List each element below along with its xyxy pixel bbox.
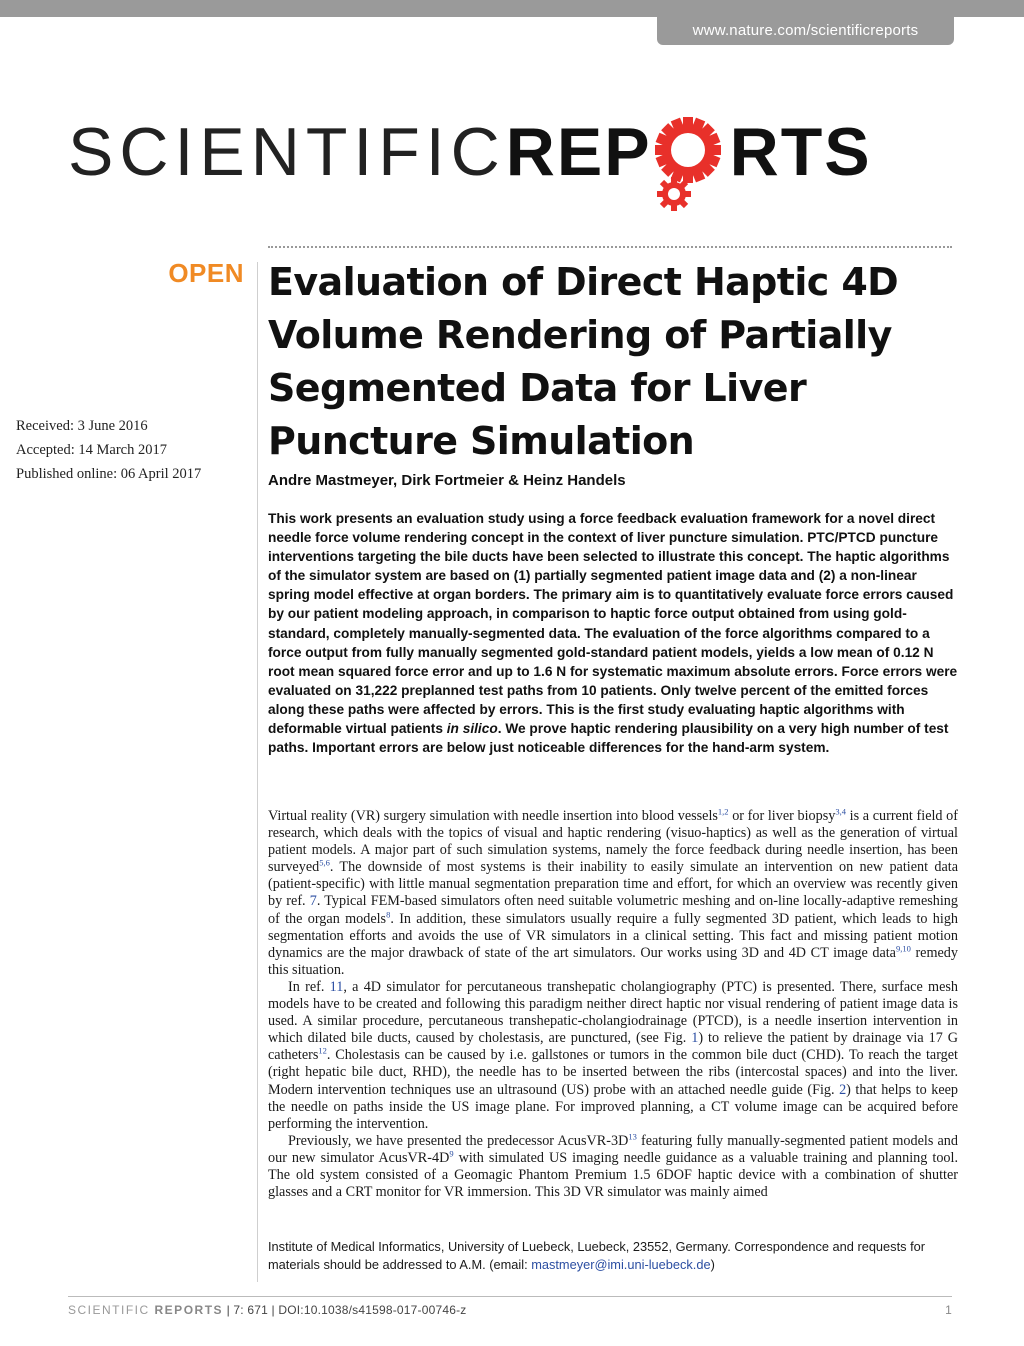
column-divider [257, 262, 258, 1282]
figure-link[interactable]: 1 [691, 1030, 699, 1047]
citation-link[interactable]: 7 [309, 893, 317, 910]
abstract-italic: in silico [446, 721, 498, 737]
accepted-date: Accepted: 14 March 2017 [16, 442, 167, 458]
top-bar [0, 0, 1024, 17]
masthead-scientific: SCIENTIFIC [68, 114, 506, 190]
citation-link[interactable]: 8 [386, 908, 391, 919]
page-number: 1 [945, 1303, 952, 1317]
body-text [268, 808, 958, 1201]
citation-link[interactable]: 12 [318, 1045, 327, 1056]
footer-citation: | 7: 671 | DOI:10.1038/s41598-017-00746-z [223, 1303, 467, 1317]
abstract [268, 509, 958, 757]
abstract-text-end: . We prove haptic rendering plausibility on a very high number of test paths. Important errors are below just noticeable differences for the hand-arm system. [268, 721, 949, 756]
masthead-rts: RTS [729, 114, 872, 190]
affiliation-note: Institute of Medical Informatics, University of Luebeck, Luebeck, 23552, Germany. Correspondence and requests for materials should be addressed to A.M. (email: mastmeyer@imi.uni-luebeck.de) [268, 1239, 926, 1272]
publication-dates [16, 414, 201, 486]
page-footer [68, 1303, 952, 1317]
footer-journal-light: SCIENTIFIC [68, 1303, 155, 1317]
citation-link[interactable]: 11 [329, 978, 344, 995]
figure-link[interactable]: 2 [839, 1081, 847, 1098]
journal-masthead [68, 112, 872, 212]
author-list: Andre Mastmeyer, Dirk Fortmeier & Heinz Handels [268, 472, 626, 489]
footer-divider [68, 1296, 952, 1297]
citation-link[interactable]: 5,6 [319, 857, 330, 868]
citation-link[interactable]: 13 [628, 1131, 637, 1142]
masthead-rep: REP [505, 114, 652, 190]
citation-link[interactable]: 9 [449, 1148, 454, 1159]
open-access-badge: OPEN [168, 258, 244, 288]
citation-link[interactable]: 9,10 [895, 943, 911, 954]
gear-logo-icon [652, 112, 730, 212]
paragraph-3: Previously, we have presented the predecessor AcusVR-3D$^{13}$ featuring fully manually-segmented patient models and our new simulator AcusVR-4D$^9$ with simulated US imaging needle guidance as a valuable training and planning tool. The old system consisted of a Geomagic Phantom Premium 1.5 6DOF haptic device with a combination of shutter glasses and a CRT monitor for VR immersion. This 3D VR simulator was mainly aimed [268, 1131, 958, 1201]
paragraph-1: Virtual reality (VR) surgery simulation with needle insertion into blood vessels$^{1,2}$ or for liver biopsy$^{3,4}$ is a current field of research, which deals with the topics of visual and haptic rendering (visuo-haptics) as well as the generation of virtual patient models. A major part of such simulation systems, namely the force feedback during needle insertion, has been surveyed$^{5,6}$. The downside of most systems is their inability to easily simulate an intervention on new patient data (patient-specific) with little manual segmentation preparation time and effort, for which an overview was recently given by ref. 7. Typical FEM-based simulators often need suitable volumetric meshing and on-line locally-adaptive remeshing of the organ models$^8$. In addition, these simulators usually require a fully segmented 3D patient, which leads to high segmentation efforts and avoids the use of VR simulators in a clinical setting. This fact and missing patient motion dynamics are the major drawback of state of the art simulators. Our works using 3D and 4D CT image data$^{9,10}$ remedy this situation. [268, 806, 959, 978]
paragraph-2: In ref. 11, a 4D simulator for percutaneous transhepatic cholangiography (PTC) is presented. There, surface mesh models have to be created and following this paradigm neither direct haptic nor visual rendering of patient image data is used. A similar procedure, percutaneous transhepatic-cholangiodrainage (PTCD), is a needle insertion intervention in which dilated bile ducts, caused by cholestasis, are punctured, (see Fig. 1) to relieve the patient by drainage via 17 G catheters$^{12}$. Cholestasis can be caused by i.e. gallstones or tumors in the common bile duct (CHD). To reach the target (right hepatic bile duct, RHD), the needle has to be inserted between the ribs (intercostal spaces) and into the liver. Modern intervention techniques use an ultrasound (US) probe with an attached needle guide (Fig. 2) that helps to keep the needle on paths inside the US image plane. For improved planning, a CT volume image can be acquired before performing the intervention. [268, 978, 959, 1132]
citation-link[interactable]: 1,2 [717, 806, 729, 817]
received-date: Received: 3 June 2016 [16, 418, 148, 434]
abstract-text: This work presents an evaluation study using a force feedback evaluation framework for a novel direct needle force volume rendering concept in the context of liver puncture simulation. PTC/PTCD puncture interventions targeting the bile ducts have been selected to illustrate this concept. The haptic algorithms of the simulator system are based on (1) partially segmented patient image data and (2) a non-linear spring model effective at organ borders. The primary aim is to quantitatively evaluate force errors caused by our patient modeling approach, in comparison to haptic force output obtained from using gold-standard, completely manually-segmented data. The evaluation of the force algorithms compared to a force output from fully manually segmented gold-standard patient models, yields a low mean of 0.12 N root mean squared force error and up to 1.6 N for systematic maximum absolute errors. Force errors were evaluated on 31,222 preplanned test paths from 10 patients. Only twelve percent of the emitted forces along these paths were affected by errors. This is the first study evaluating haptic algorithms with deformable virtual patients [268, 511, 958, 737]
title-divider [268, 246, 952, 248]
citation-link[interactable]: 3,4 [835, 806, 846, 817]
article-title: Evaluation of Direct Haptic 4D Volume Rendering of Partially Segmented Data for Liver Puncture Simulation [268, 260, 899, 463]
email-link[interactable]: mastmeyer@imi.uni-luebeck.de [531, 1256, 711, 1272]
footer-journal-bold: REPORTS [154, 1303, 224, 1317]
journal-url[interactable]: www.nature.com/scientificreports [657, 17, 954, 45]
published-date: Published online: 06 April 2017 [16, 466, 202, 482]
